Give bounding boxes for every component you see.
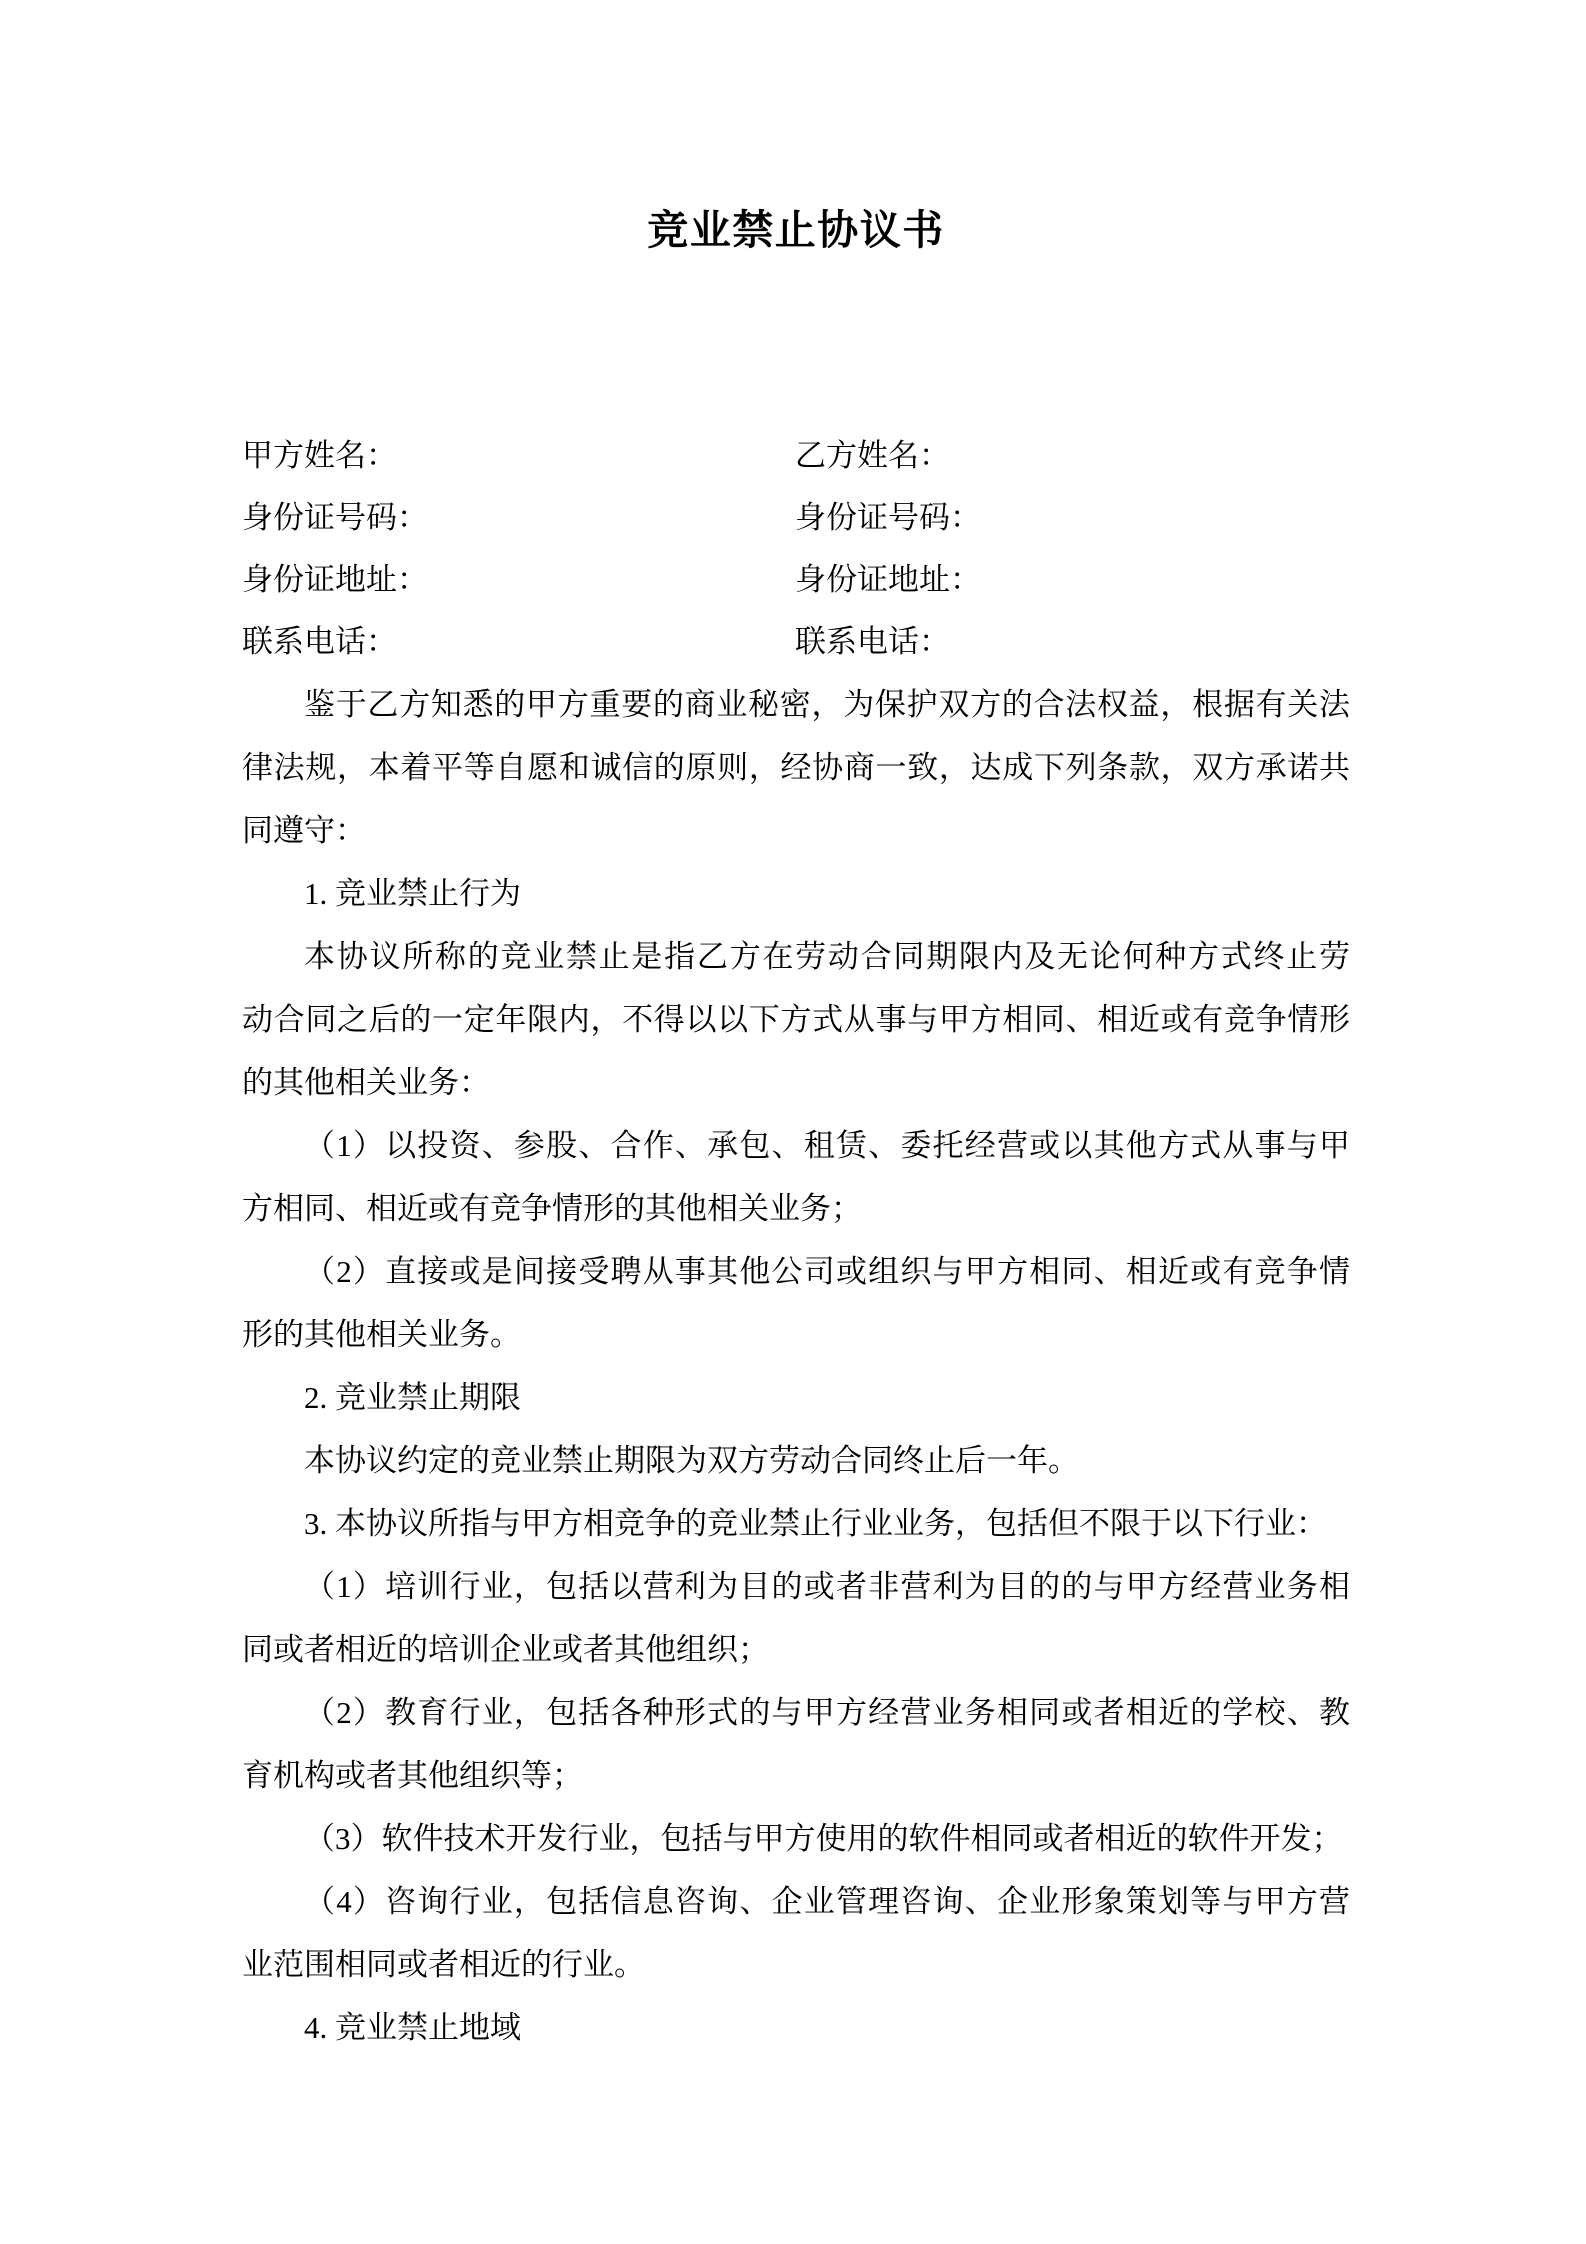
body-line: 的其他相关业务： — [242, 1065, 490, 1100]
body-line: （4）咨询行业，包括信息咨询、企业管理咨询、企业形象策划等与甲方营 — [304, 1884, 1350, 1919]
party-field-row — [242, 425, 1350, 487]
party-b-field-label: 身份证地址： — [795, 562, 981, 597]
party-b-field-label: 联系电话： — [795, 624, 950, 659]
party-field-row — [242, 611, 1350, 673]
party-a-field-label: 联系电话： — [242, 624, 397, 659]
body-line: 同遵守： — [242, 813, 366, 848]
body-line: （1）以投资、参股、合作、承包、租赁、委托经营或以其他方式从事与甲 — [304, 1128, 1350, 1163]
document-body — [242, 673, 1350, 2059]
party-a-field-label: 甲方姓名： — [242, 438, 397, 473]
body-line: 本协议约定的竞业禁止期限为双方劳动合同终止后一年。 — [304, 1443, 1079, 1478]
party-fields — [242, 425, 1350, 673]
body-line: （2）教育行业，包括各种形式的与甲方经营业务相同或者相近的学校、教 — [304, 1695, 1350, 1730]
body-line: 2. 竞业禁止期限 — [304, 1380, 521, 1415]
body-line: 4. 竞业禁止地域 — [304, 2010, 521, 2045]
body-line: 3. 本协议所指与甲方相竞争的竞业禁止行业业务，包括但不限于以下行业： — [304, 1506, 1327, 1541]
body-line: 鉴于乙方知悉的甲方重要的商业秘密，为保护双方的合法权益，根据有关法 — [304, 687, 1350, 722]
body-line: 业范围相同或者相近的行业。 — [242, 1947, 645, 1982]
document-title: 竞业禁止协议书 — [647, 207, 945, 253]
body-line: 育机构或者其他组织等； — [242, 1758, 583, 1793]
body-line: 本协议所称的竞业禁止是指乙方在劳动合同期限内及无论何种方式终止劳 — [304, 939, 1350, 974]
party-b-field-label: 乙方姓名： — [795, 438, 950, 473]
body-line: 方相同、相近或有竞争情形的其他相关业务； — [242, 1191, 862, 1226]
body-line: 律法规，本着平等自愿和诚信的原则，经协商一致，达成下列条款，双方承诺共 — [242, 750, 1350, 785]
body-line: （2）直接或是间接受聘从事其他公司或组织与甲方相同、相近或有竞争情 — [304, 1254, 1350, 1289]
party-b-field-label: 身份证号码： — [795, 500, 981, 535]
party-field-row — [242, 549, 1350, 611]
body-line: （3）软件技术开发行业，包括与甲方使用的软件相同或者相近的软件开发； — [304, 1821, 1343, 1856]
body-line: 1. 竞业禁止行为 — [304, 876, 521, 911]
body-line: （1）培训行业，包括以营利为目的或者非营利为目的的与甲方经营业务相 — [304, 1569, 1350, 1604]
party-a-field-label: 身份证号码： — [242, 500, 428, 535]
party-a-field-label: 身份证地址： — [242, 562, 428, 597]
document-content — [242, 205, 1350, 2059]
body-line: 动合同之后的一定年限内，不得以以下方式从事与甲方相同、相近或有竞争情形 — [242, 1002, 1350, 1037]
body-line: 形的其他相关业务。 — [242, 1317, 521, 1352]
body-line: 同或者相近的培训企业或者其他组织； — [242, 1632, 769, 1667]
party-field-row — [242, 487, 1350, 549]
